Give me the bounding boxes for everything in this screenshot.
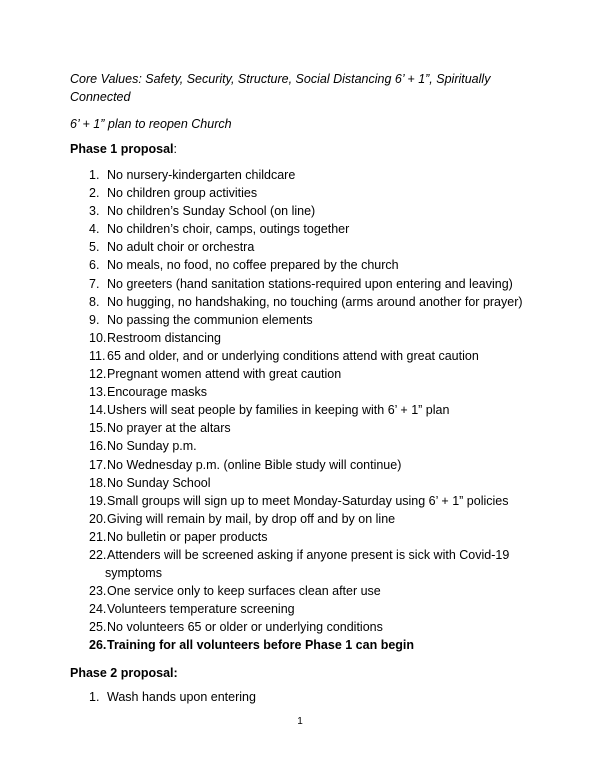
list-item-number: 4. — [89, 222, 100, 237]
phase-2-heading — [70, 664, 178, 682]
list-item-number: 20. — [89, 511, 107, 526]
list-item — [0, 582, 537, 600]
list-item — [0, 238, 537, 256]
list-item-number: 24. — [89, 602, 107, 617]
list-item-number: 1. — [89, 690, 100, 704]
list-item-number: 9. — [89, 312, 100, 327]
core-values-text: Core Values: Safety, Security, Structure, Social Distancing 6’ + 1”, Spiritually Connected — [70, 72, 491, 104]
list-item-text: Ushers will seat people by families in keeping with 6’ + 1” plan — [107, 403, 450, 418]
list-item-continuation: symptoms — [105, 566, 162, 581]
list-item-number: 15. — [89, 421, 107, 436]
phase-1-heading-label: Phase 1 proposal — [70, 142, 174, 156]
list-item-text: No hugging, no handshaking, no touching (arms around another for prayer) — [107, 294, 523, 309]
list-item-number: 25. — [89, 620, 107, 635]
list-item-number: 8. — [89, 294, 100, 309]
list-item-number: 12. — [89, 367, 107, 382]
list-item-text: No Sunday School — [107, 475, 211, 490]
list-item-text: Attenders will be screened asking if anyone present is sick with Covid-19 — [107, 547, 510, 562]
list-item — [0, 636, 537, 654]
list-item-text: Pregnant women attend with great caution — [107, 367, 342, 382]
list-item-text: No bulletin or paper products — [107, 529, 268, 544]
list-item-text: Restroom distancing — [107, 330, 221, 345]
list-item-number: 11. — [89, 348, 106, 363]
list-item — [0, 256, 537, 274]
phase-2-heading-label: Phase 2 proposal: — [70, 666, 178, 680]
list-item-number: 10. — [89, 330, 107, 345]
list-item-text: No Sunday p.m. — [107, 439, 197, 454]
list-item-number: 17. — [89, 457, 107, 472]
list-item-text: No greeters (hand sanitation stations-required upon entering and leaving) — [107, 276, 513, 291]
list-item-text: No prayer at the altars — [107, 421, 231, 436]
list-item — [0, 347, 537, 365]
list-item — [0, 401, 537, 419]
plan-title: 6’ + 1” plan to reopen Church — [70, 117, 232, 131]
list-item-number: 6. — [89, 258, 100, 273]
list-item-text: 65 and older, and or underlying conditions attend with great caution — [107, 348, 479, 363]
list-item-text: Giving will remain by mail, by drop off and by on line — [107, 511, 396, 526]
list-item-number: 1. — [89, 168, 100, 182]
list-item — [0, 184, 537, 202]
list-item-text: Wash hands upon entering — [107, 690, 256, 704]
list-item — [0, 456, 537, 474]
list-item-number: 5. — [89, 240, 100, 255]
phase-1-list — [0, 166, 600, 655]
list-item — [0, 383, 537, 401]
list-item-number: 2. — [89, 186, 100, 201]
list-item-text: No adult choir or orchestra — [107, 240, 255, 255]
list-item-text: No children’s Sunday School (on line) — [107, 204, 316, 219]
list-item-number: 18. — [89, 475, 107, 490]
list-item-number: 26. — [89, 638, 107, 653]
list-item — [0, 275, 537, 293]
list-item-text: Small groups will sign up to meet Monday-Saturday using 6’ + 1” policies — [107, 493, 509, 508]
list-item — [0, 437, 537, 455]
list-item-text: Training for all volunteers before Phase 1 can begin — [107, 638, 415, 653]
list-item — [0, 202, 537, 220]
list-item — [0, 510, 537, 528]
list-item-text: No Wednesday p.m. (online Bible study will continue) — [107, 457, 402, 472]
list-item-number: 19. — [89, 493, 107, 508]
list-item — [0, 618, 537, 636]
list-item-number: 16. — [89, 439, 107, 454]
list-item-text: No volunteers 65 or older or underlying conditions — [107, 620, 383, 635]
list-item-text: No nursery-kindergarten childcare — [107, 168, 296, 182]
list-item-text: No children group activities — [107, 186, 258, 201]
phase-1-heading-colon: : — [173, 142, 177, 156]
list-item-number: 3. — [89, 204, 100, 219]
list-item-number: 21. — [89, 529, 107, 544]
phase-1-heading — [70, 140, 177, 158]
list-item — [0, 329, 537, 347]
list-item-number: 13. — [89, 385, 107, 400]
list-item-text: No passing the communion elements — [107, 312, 313, 327]
list-item — [0, 474, 537, 492]
list-item-number: 14. — [89, 403, 107, 418]
list-item-text: Encourage masks — [107, 385, 208, 400]
page-number: 1 — [297, 716, 303, 727]
list-item — [0, 365, 537, 383]
list-item-number: 23. — [89, 584, 107, 599]
list-item — [0, 311, 537, 329]
phase-2-list — [0, 688, 600, 706]
list-item-text: No meals, no food, no coffee prepared by the church — [107, 258, 399, 273]
list-item — [0, 166, 537, 184]
list-item — [0, 293, 537, 311]
list-item-text: No children’s choir, camps, outings together — [107, 222, 350, 237]
list-item — [0, 546, 527, 582]
list-item — [0, 492, 537, 510]
list-item — [0, 600, 537, 618]
list-item-text: One service only to keep surfaces clean after use — [107, 584, 381, 599]
list-item — [0, 419, 537, 437]
list-item-text: Volunteers temperature screening — [107, 602, 295, 617]
list-item — [0, 220, 537, 238]
list-item — [0, 688, 537, 706]
list-item-number: 7. — [89, 276, 100, 291]
list-item — [0, 528, 537, 546]
list-item-number: 22. — [89, 547, 107, 562]
